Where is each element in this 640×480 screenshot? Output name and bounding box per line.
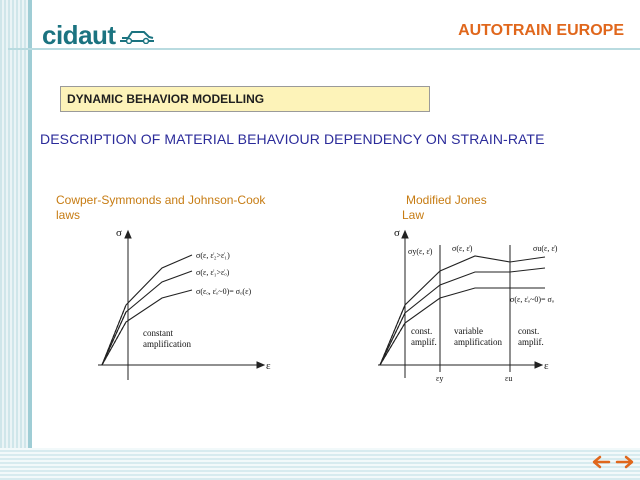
right-tick-label-u: εu — [505, 374, 513, 383]
right-curve-label-3: σu(ε, ε̇) — [533, 244, 558, 253]
right-caption-line2: Law — [402, 208, 425, 222]
logo-text: cidaut — [42, 19, 116, 50]
left-region-label-2: amplification — [143, 339, 191, 349]
section-banner-label: DYNAMIC BEHAVIOR MODELLING — [67, 92, 265, 106]
right-tick-label-y: εy — [436, 374, 444, 383]
left-curve-label-1: σ(ε, ε̇₂>ε̇₁) — [196, 251, 230, 260]
left-region-label-1: constant — [143, 328, 173, 338]
right-region-2-line2: amplification — [454, 337, 502, 347]
left-curve-label-3: σ(εₒ, ε̇ₒ~0)= σₒ(ε) — [196, 287, 252, 296]
left-caption-line1: Cowper-Symmonds and Johnson-Cook — [56, 193, 266, 207]
right-region-3-line1: const. — [518, 326, 540, 336]
right-region-1-line2: amplif. — [411, 337, 437, 347]
right-region-2-line1: variable — [454, 326, 483, 336]
left-caption-line2: laws — [56, 208, 81, 222]
right-region-1-line1: const. — [411, 326, 433, 336]
arrow-right-icon — [615, 454, 635, 470]
right-curve-label-4: σ(ε, ε̇ₒ~0)= σₒ — [510, 295, 555, 304]
right-curve-label-2: σ(ε, ε̇) — [452, 244, 473, 253]
brand-title: AUTOTRAIN EUROPE — [458, 22, 624, 39]
next-button[interactable] — [614, 450, 636, 474]
page-subtitle: DESCRIPTION OF MATERIAL BEHAVIOUR DEPENDENCY ON STRAIN-RATE — [40, 131, 545, 147]
right-x-axis-label: ε — [544, 360, 549, 372]
right-axes — [378, 231, 542, 378]
left-x-axis-label: ε — [266, 360, 271, 372]
right-curve-label-1: σy(ε, ε̇) — [408, 247, 433, 256]
left-curve-label-2: σ(ε, ε̇₁>ε̇ₒ) — [196, 268, 230, 277]
left-y-axis-label: σ — [116, 227, 122, 239]
prev-button[interactable] — [590, 450, 612, 474]
arrow-left-icon — [591, 454, 611, 470]
right-region-3-line2: amplif. — [518, 337, 544, 347]
right-caption-line1: Modified Jones — [406, 193, 487, 207]
right-y-axis-label: σ — [394, 227, 400, 239]
